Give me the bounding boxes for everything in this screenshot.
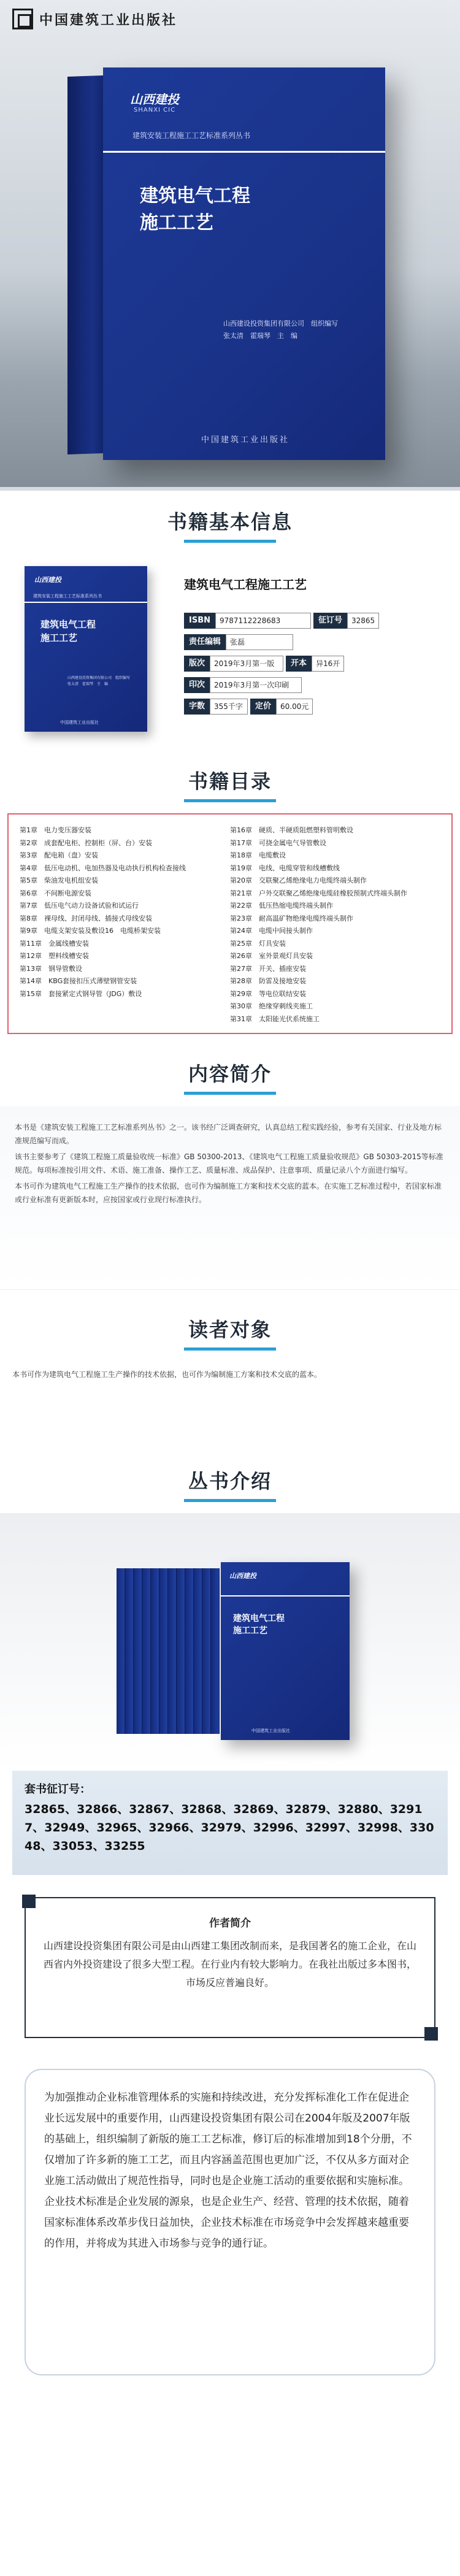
intro-content xyxy=(0,1106,460,1290)
info-value: 32865 xyxy=(347,613,379,629)
book-spine xyxy=(185,1568,194,1734)
toc-item: 第15章 套接紧定式钢导管（JDG）敷设 xyxy=(20,989,142,998)
section-title: 书籍目录 xyxy=(188,770,272,793)
series-books-image xyxy=(0,1513,460,1771)
toc-item: 第24章 电缆中间接头制作 xyxy=(230,927,313,935)
toc-item: 第17章 可挠金属电气导管敷设 xyxy=(230,838,326,847)
cover-series: 建筑安装工程施工工艺标准系列丛书 xyxy=(132,131,251,140)
toc-item: 第14章 KBG套接扣压式薄壁钢管安装 xyxy=(20,977,137,985)
author-intro-text: 山西建设投资集团有限公司是由山西建工集团改制而来，是我国著名的施工企业，在山西省内外投资建设了很多大型工程。在行业内有较大影响力。在我社出版过多本图书，市场反应普遍良好。 xyxy=(43,1940,416,1988)
cover-publisher: 中国建筑工业出版社 xyxy=(201,435,290,445)
info-value: 355千字 xyxy=(210,699,248,715)
info-value: 2019年3月第一次印刷 xyxy=(210,677,302,693)
book-spine xyxy=(142,1568,151,1734)
book-spine xyxy=(168,1568,177,1734)
info-row xyxy=(184,634,442,650)
toc-item: 第13章 钢导管敷设 xyxy=(20,964,82,973)
series-front-cover xyxy=(221,1562,350,1740)
book-info-table xyxy=(184,613,442,720)
toc-item: 第25章 灯具安装 xyxy=(230,939,286,948)
thumb-title xyxy=(40,618,96,645)
toc-item: 第30章 绝缘穿刺线夹施工 xyxy=(230,1002,313,1010)
book-spine xyxy=(194,1568,202,1734)
cover-author-line2: 张太清 霍瑞琴 主 编 xyxy=(223,332,297,340)
info-label: 版次 xyxy=(184,656,210,672)
section-title: 读者对象 xyxy=(188,1318,272,1341)
toc-item: 第12章 塑料线槽安装 xyxy=(20,952,89,960)
toc-item: 第1章 电力变压器安装 xyxy=(20,826,91,834)
section-basic-info xyxy=(0,491,460,554)
thumb-author-line2: 张太清 霍瑞琴 主 编 xyxy=(67,682,109,686)
section-underline xyxy=(184,1499,276,1502)
toc-item: 第28章 防雷及接地安装 xyxy=(230,977,306,985)
book-spine xyxy=(211,1568,220,1734)
info-value: 张磊 xyxy=(226,634,293,650)
cover-logo: 山西建投 xyxy=(130,92,179,107)
toc-item: 第31章 太阳能光伏系统施工 xyxy=(230,1014,320,1023)
section-underline xyxy=(184,540,276,543)
thumb-title-line1: 建筑电气工程 xyxy=(40,619,96,630)
series-promo-box xyxy=(25,2069,435,2375)
toc-item: 第21章 户外交联聚乙烯绝缘电缆硅橡胶预制式终端头制作 xyxy=(230,889,407,897)
section-toc xyxy=(0,750,460,813)
thumb-title-line2: 施工工艺 xyxy=(40,632,78,643)
hero-separator xyxy=(0,487,460,491)
series-codes-list: 32865、32866、32867、32868、32869、32879、32880、32917、32949、32965、32966、32979、32996、32997、32998、33048、33053、33255 xyxy=(25,1803,434,1853)
book-cover xyxy=(103,67,385,460)
book-stack xyxy=(117,1568,350,1740)
info-label: ISBN xyxy=(184,613,215,629)
cover-title xyxy=(140,183,250,237)
info-row xyxy=(184,613,442,629)
front-title-line2: 施工工艺 xyxy=(233,1626,267,1636)
table-of-contents xyxy=(7,813,453,1034)
toc-item: 第9章 电缆支架安装及敷设16 电缆桥架安装 xyxy=(20,927,161,935)
series-promo-text: 为加强推动企业标准管理体系的实施和持续改进，充分发挥标准化工作在促进企业长远发展中的重要作用，山西建设投资集团有限公司在2004年版及2007年版的基础上，组织编制了新版的施工工艺标准，修订后的标准增加到18个分册，不仅增加了许多新的施工工艺，而且内容涵盖范围也更加广泛，不仅从多方面对企业施工活动做出了规范性指导，同时也是企业施工活动的重要依据和实施标准。企业技术标准是企业发展的源泉，也是企业生产、经营、管理的技术依据，随着国家标准体系改革步伐日益加快，企业技术标准在市场竞争中会发挥越来越重要的作用，并将成为其进入市场参与竞争的通行证。 xyxy=(44,2091,412,2250)
intro-paragraph: 本书是《建筑安装工程施工工艺标准系列丛书》之一。该书经广泛调查研究，认真总结工程实践经验，参考有关国家、行业及地方标准规范编写而成。 xyxy=(15,1123,442,1145)
info-label: 字数 xyxy=(184,699,210,715)
hero-banner xyxy=(0,0,460,491)
info-label: 定价 xyxy=(250,699,276,715)
toc-item: 第20章 交联聚乙烯绝缘电力电缆终端头制作 xyxy=(230,876,367,884)
cover-divider xyxy=(103,151,385,153)
cover-author-line1: 山西建设投资集团有限公司 组织编写 xyxy=(223,320,338,328)
thumb-author xyxy=(67,675,130,688)
author-intro-title: 作者简介 xyxy=(209,1917,251,1930)
readers-content xyxy=(0,1362,460,1454)
toc-item: 第27章 开关、插座安装 xyxy=(230,964,306,973)
toc-item: 第6章 不间断电源安装 xyxy=(20,889,91,897)
cover-logo-sub: SHANXI CIC xyxy=(134,107,176,113)
section-title: 丛书介绍 xyxy=(188,1470,272,1493)
toc-item: 第23章 耐高温矿物绝缘电缆终端头制作 xyxy=(230,914,353,922)
section-title: 书籍基本信息 xyxy=(167,510,293,534)
info-value: 2019年3月第一版 xyxy=(210,656,283,672)
section-title: 内容简介 xyxy=(188,1062,272,1086)
info-value: 异16开 xyxy=(312,656,344,672)
front-title xyxy=(233,1612,285,1637)
toc-item: 第5章 柴油发电机组安装 xyxy=(20,876,98,884)
thumb-divider xyxy=(25,602,147,603)
section-underline xyxy=(184,1092,276,1095)
section-readers xyxy=(0,1290,460,1362)
book-spine xyxy=(202,1568,211,1734)
book-spine xyxy=(177,1568,185,1734)
author-intro-box xyxy=(25,1897,435,2038)
section-series xyxy=(0,1454,460,1513)
info-row xyxy=(184,677,442,693)
toc-item: 第3章 配电箱（盘）安装 xyxy=(20,851,98,859)
book-spine xyxy=(125,1568,134,1734)
info-label: 印次 xyxy=(184,677,210,693)
toc-item: 第19章 电线、电缆穿管和线槽敷线 xyxy=(230,864,340,872)
front-divider xyxy=(221,1595,350,1597)
book-thumbnail xyxy=(25,566,147,732)
toc-item: 第8章 裸母线、封闭母线、插接式母线安装 xyxy=(20,914,152,922)
front-publisher: 中国建筑工业出版社 xyxy=(251,1728,290,1733)
section-underline xyxy=(184,799,276,802)
thumb-author-line1: 山西建设投资集团有限公司 组织编写 xyxy=(67,676,131,680)
publisher-logo xyxy=(12,9,177,29)
toc-item: 第18章 电缆敷设 xyxy=(230,851,286,859)
section-underline xyxy=(184,1347,276,1351)
toc-right-column xyxy=(230,824,440,1023)
toc-item: 第7章 低压电气动力设备试验和试运行 xyxy=(20,902,139,910)
info-row xyxy=(184,699,442,715)
series-codes xyxy=(12,1771,448,1875)
thumb-publisher: 中国建筑工业出版社 xyxy=(60,720,99,725)
book-cover-3d xyxy=(67,67,386,460)
info-row xyxy=(184,656,442,672)
info-label: 责任编辑 xyxy=(184,634,226,650)
info-value: 9787112228683 xyxy=(215,613,311,629)
book-spine xyxy=(159,1568,168,1734)
cover-author xyxy=(223,318,338,342)
cover-title-line1: 建筑电气工程 xyxy=(140,185,250,207)
toc-item: 第4章 低压电动机、电加热器及电动执行机构检查接线 xyxy=(20,864,186,872)
book-spine xyxy=(67,75,103,454)
cover-title-line2: 施工工艺 xyxy=(140,212,213,234)
book-spine xyxy=(151,1568,159,1734)
front-logo: 山西建投 xyxy=(229,1572,256,1580)
corner-decoration xyxy=(22,1895,36,1908)
section-intro xyxy=(0,1034,460,1106)
info-value: 60.00元 xyxy=(276,699,313,715)
publisher-name: 中国建筑工业出版社 xyxy=(39,12,178,28)
thumb-logo: 山西建投 xyxy=(34,576,61,584)
publisher-logo-icon xyxy=(12,9,33,29)
toc-item: 第22章 低压热缩电缆终端头制作 xyxy=(230,902,333,910)
intro-paragraph: 该书主要参考了《建筑工程施工质量验收统一标准》GB 50300-2013、《建筑电气工程施工质量验收规范》GB 50303-2015等标准规范。每项标准按引用文件、术语、施工准备、操作工艺、质量标准、成品保护、注意事项、质量记录八个方面进行编写。 xyxy=(15,1152,443,1175)
readers-text: 本书可作为建筑电气工程施工生产操作的技术依据，也可作为编制施工方案和技术交底的蓝本。 xyxy=(12,1370,322,1379)
toc-item: 第11章 金属线槽安装 xyxy=(20,939,89,948)
book-spine xyxy=(134,1568,142,1734)
info-label: 开本 xyxy=(286,656,312,672)
basic-info xyxy=(0,554,460,750)
book-name: 建筑电气工程施工工艺 xyxy=(184,577,307,592)
toc-item: 第26章 室外景观灯具安装 xyxy=(230,952,313,960)
info-label: 征订号 xyxy=(313,613,347,629)
toc-left-column xyxy=(20,824,230,1023)
series-codes-label: 套书征订号： xyxy=(25,1783,91,1796)
corner-decoration xyxy=(424,2027,438,2041)
intro-paragraph: 本书可作为建筑电气工程施工生产操作的技术依据，也可作为编制施工方案和技术交底的蓝本。在实施工艺标准过程中，若国家标准或行业标准有更新版本时，应按国家或行业现行标准执行。 xyxy=(15,1182,442,1204)
book-spine xyxy=(117,1568,125,1734)
page-bottom-spacer xyxy=(0,2375,460,2394)
toc-item: 第16章 硬质、半硬质阻燃塑料管明敷设 xyxy=(230,826,353,834)
thumb-series: 建筑安装工程施工工艺标准系列丛书 xyxy=(33,594,102,599)
front-title-line1: 建筑电气工程 xyxy=(233,1614,285,1623)
toc-item: 第29章 等电位联结安装 xyxy=(230,989,306,998)
toc-item: 第2章 成套配电柜、控制柜（屏、台）安装 xyxy=(20,838,152,847)
